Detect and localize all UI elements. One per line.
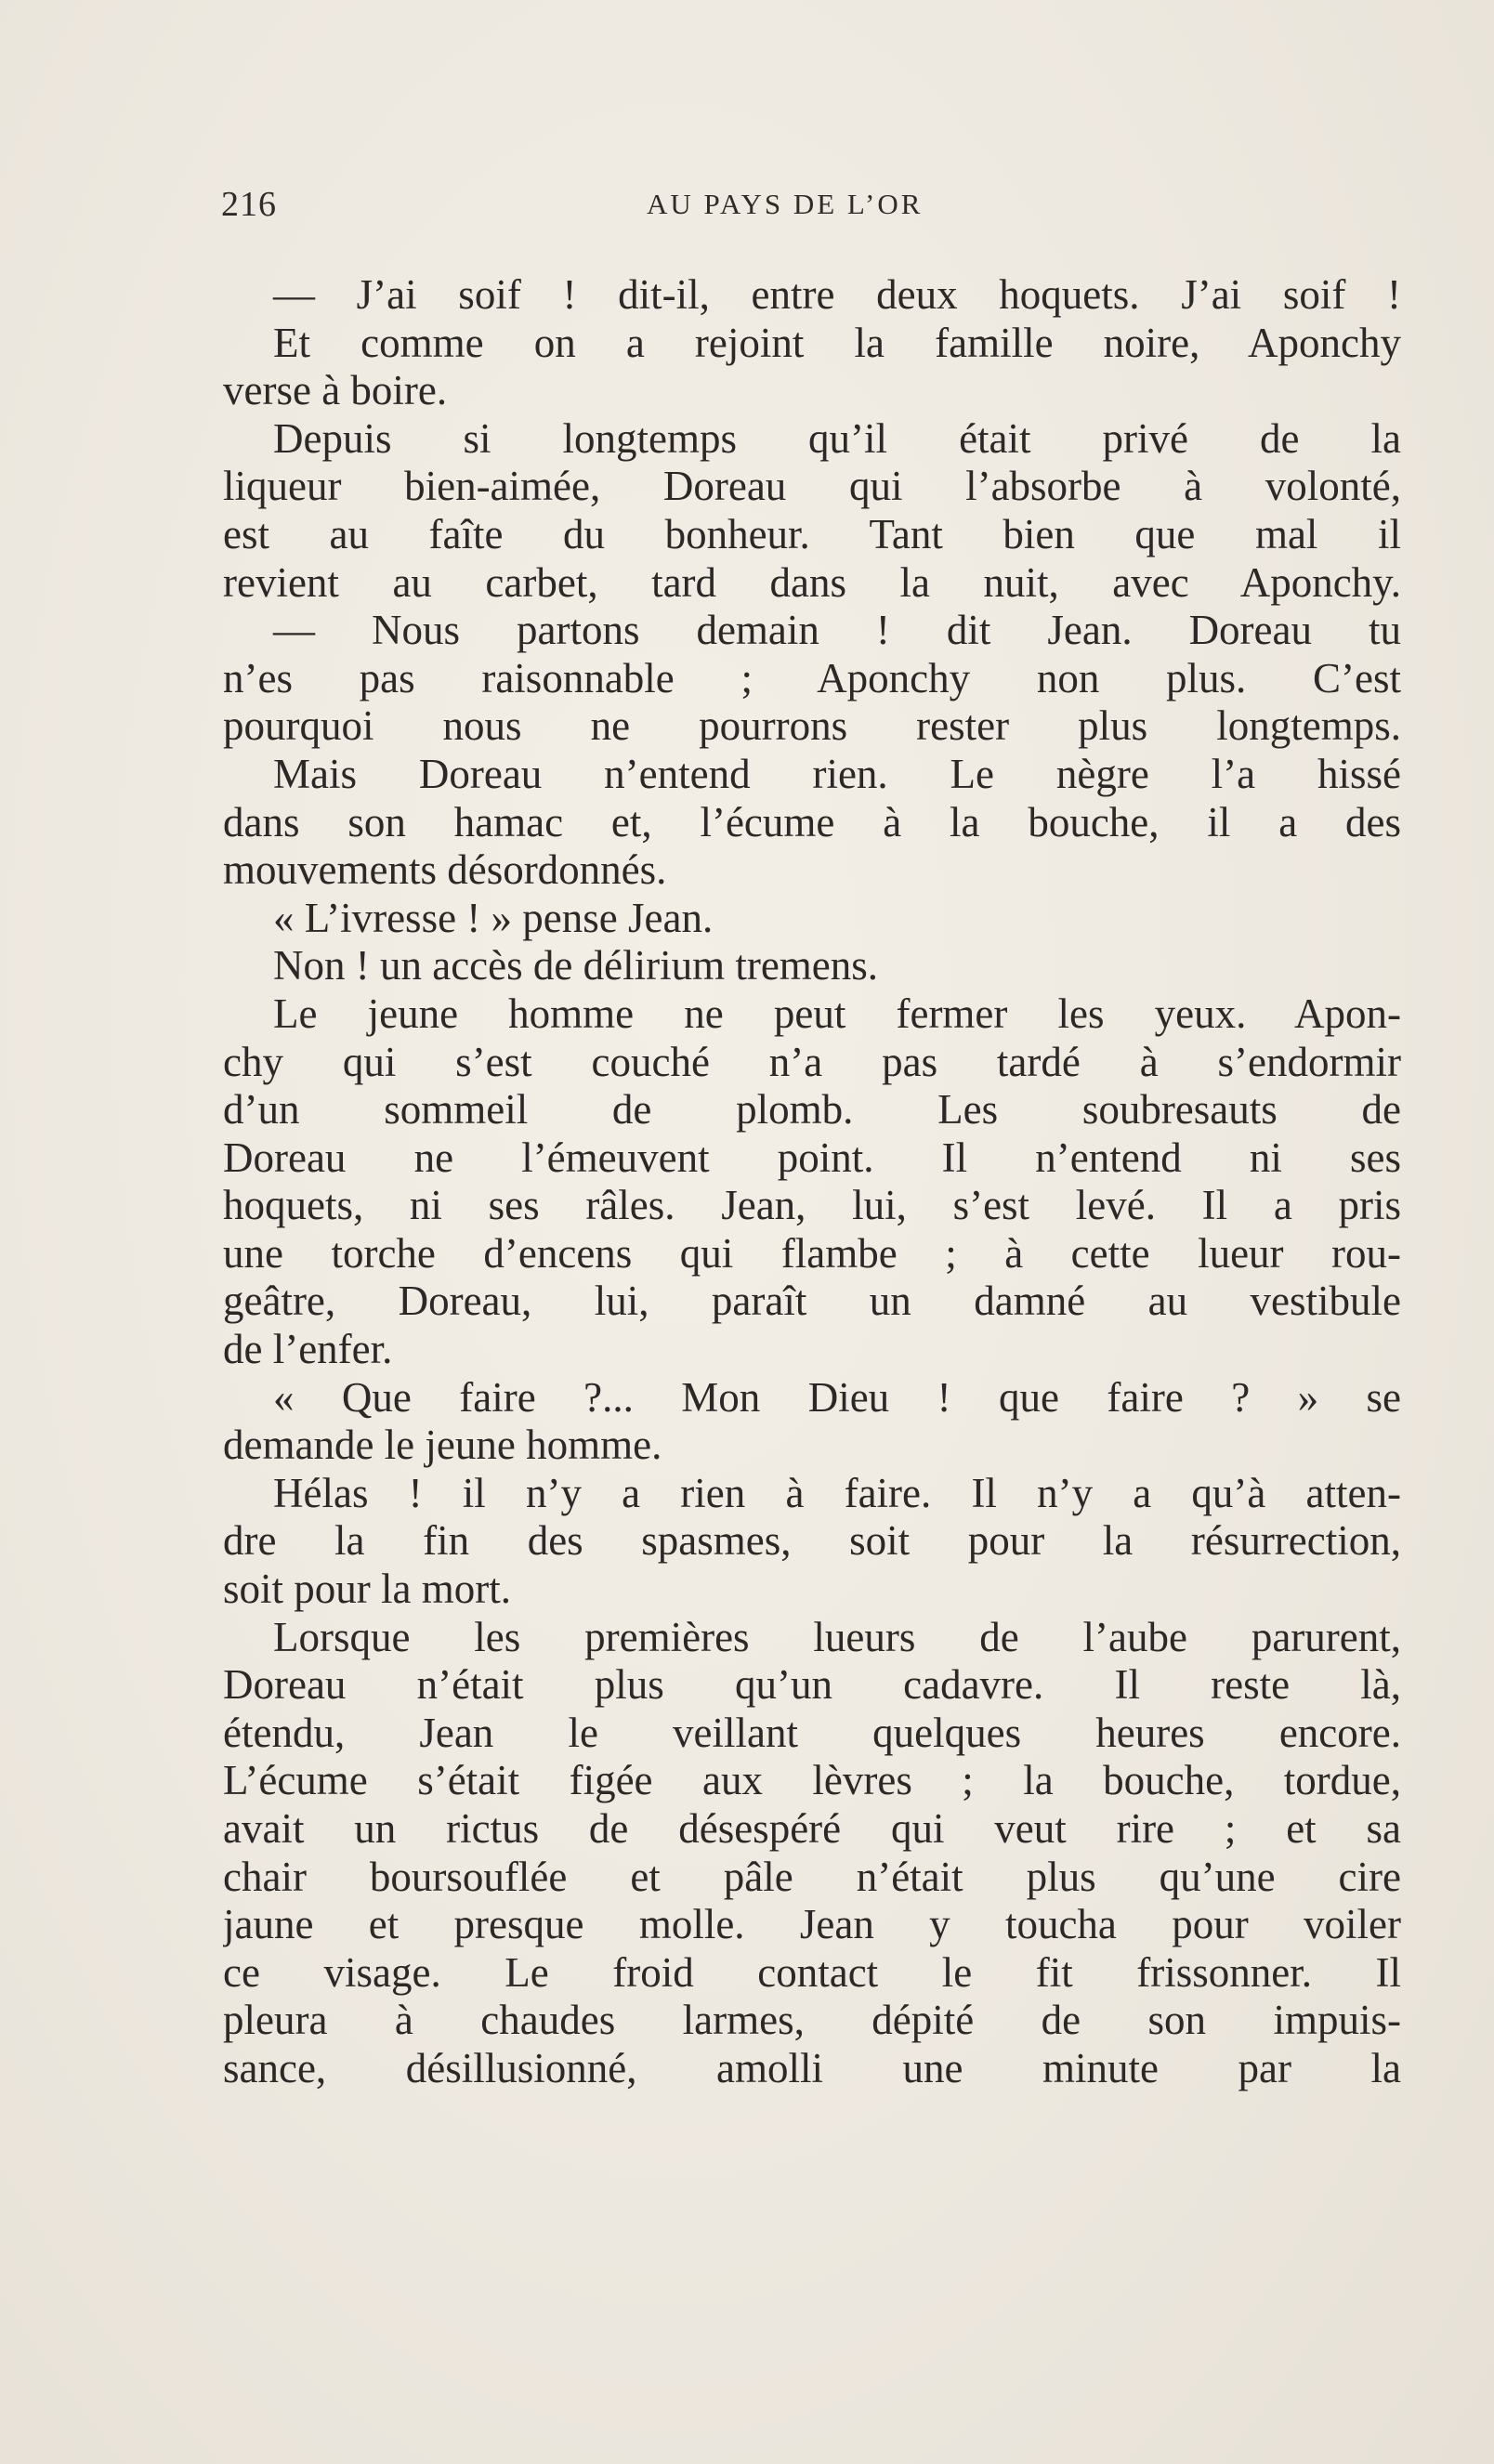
text-line: une torche d’encens qui flambe ; à cette lueur rou- (223, 1229, 1401, 1277)
text-line: sance, désillusionné, amolli une minute par la (223, 2044, 1401, 2091)
text-line: — J’ai soif ! dit-il, entre deux hoquets. J’ai soif ! (273, 271, 1401, 318)
text-line: — Nous partons demain ! dit Jean. Doreau tu (273, 607, 1401, 654)
text-line: chair boursouflée et pâle n’était plus qu’une cire (223, 1853, 1401, 1900)
text-line: Mais Doreau n’entend rien. Le nègre l’a hissé (273, 750, 1401, 797)
text-line: pleura à chaudes larmes, dépité de son impuis- (223, 1997, 1401, 2044)
text-line: avait un rictus de désespéré qui veut rire ; et sa (223, 1805, 1401, 1852)
text-line: Depuis si longtemps qu’il était privé de la (273, 414, 1401, 462)
text-line: demande le jeune homme. (223, 1422, 662, 1469)
page-number: 216 (221, 185, 277, 224)
text-line: de l’enfer. (223, 1326, 393, 1373)
text-line: Hélas ! il n’y a rien à faire. Il n’y a qu’à atten- (273, 1469, 1401, 1516)
body-text (223, 271, 1401, 2093)
text-line: est au faîte du bonheur. Tant bien que mal il (223, 510, 1401, 557)
text-line: mouvements désordonnés. (223, 846, 667, 894)
text-line: Et comme on a rejoint la famille noire, Aponchy (273, 319, 1401, 366)
text-line: Lorsque les premières lueurs de l’aube parurent, (273, 1613, 1401, 1660)
text-line: Non ! un accès de délirium tremens. (273, 942, 879, 990)
text-line: « Que faire ?... Mon Dieu ! que faire ? » se (273, 1373, 1401, 1421)
page-header (221, 184, 1401, 230)
text-line: soit pour la mort. (223, 1566, 511, 1613)
text-line: jaune et presque molle. Jean y toucha pour voiler (223, 1901, 1401, 1948)
text-line: d’un sommeil de plomb. Les soubresauts de (223, 1086, 1401, 1134)
text-line: ce visage. Le froid contact le fit frissonner. Il (223, 1948, 1401, 1996)
text-line: étendu, Jean le veillant quelques heures encore. (223, 1709, 1401, 1756)
running-title: AU PAYS DE L’OR (647, 188, 924, 220)
text-line: verse à boire. (223, 367, 448, 414)
text-line: revient au carbet, tard dans la nuit, avec Aponchy. (223, 558, 1401, 606)
text-line: « L’ivresse ! » pense Jean. (273, 894, 714, 941)
text-line: chy qui s’est couché n’a pas tardé à s’endormir (223, 1038, 1401, 1085)
text-line: Le jeune homme ne peut fermer les yeux. Apon- (273, 990, 1401, 1037)
text-line: Doreau ne l’émeuvent point. Il n’entend ni ses (223, 1134, 1401, 1181)
text-line: liqueur bien-aimée, Doreau qui l’absorbe à volonté, (223, 463, 1401, 510)
text-line: geâtre, Doreau, lui, paraît un damné au vestibule (223, 1278, 1401, 1325)
text-line: L’écume s’était figée aux lèvres ; la bouche, tordue, (223, 1757, 1401, 1804)
text-line: Doreau n’était plus qu’un cadavre. Il reste là, (223, 1661, 1401, 1709)
text-line: dans son hamac et, l’écume à la bouche, il a des (223, 798, 1401, 845)
text-line: dre la fin des spasmes, soit pour la résurrection, (223, 1517, 1401, 1565)
text-line: n’es pas raisonnable ; Aponchy non plus. C’est (223, 654, 1401, 701)
text-line: hoquets, ni ses râles. Jean, lui, s’est levé. Il a pris (223, 1182, 1401, 1229)
text-line: pourquoi nous ne pourrons rester plus longtemps. (223, 702, 1401, 750)
